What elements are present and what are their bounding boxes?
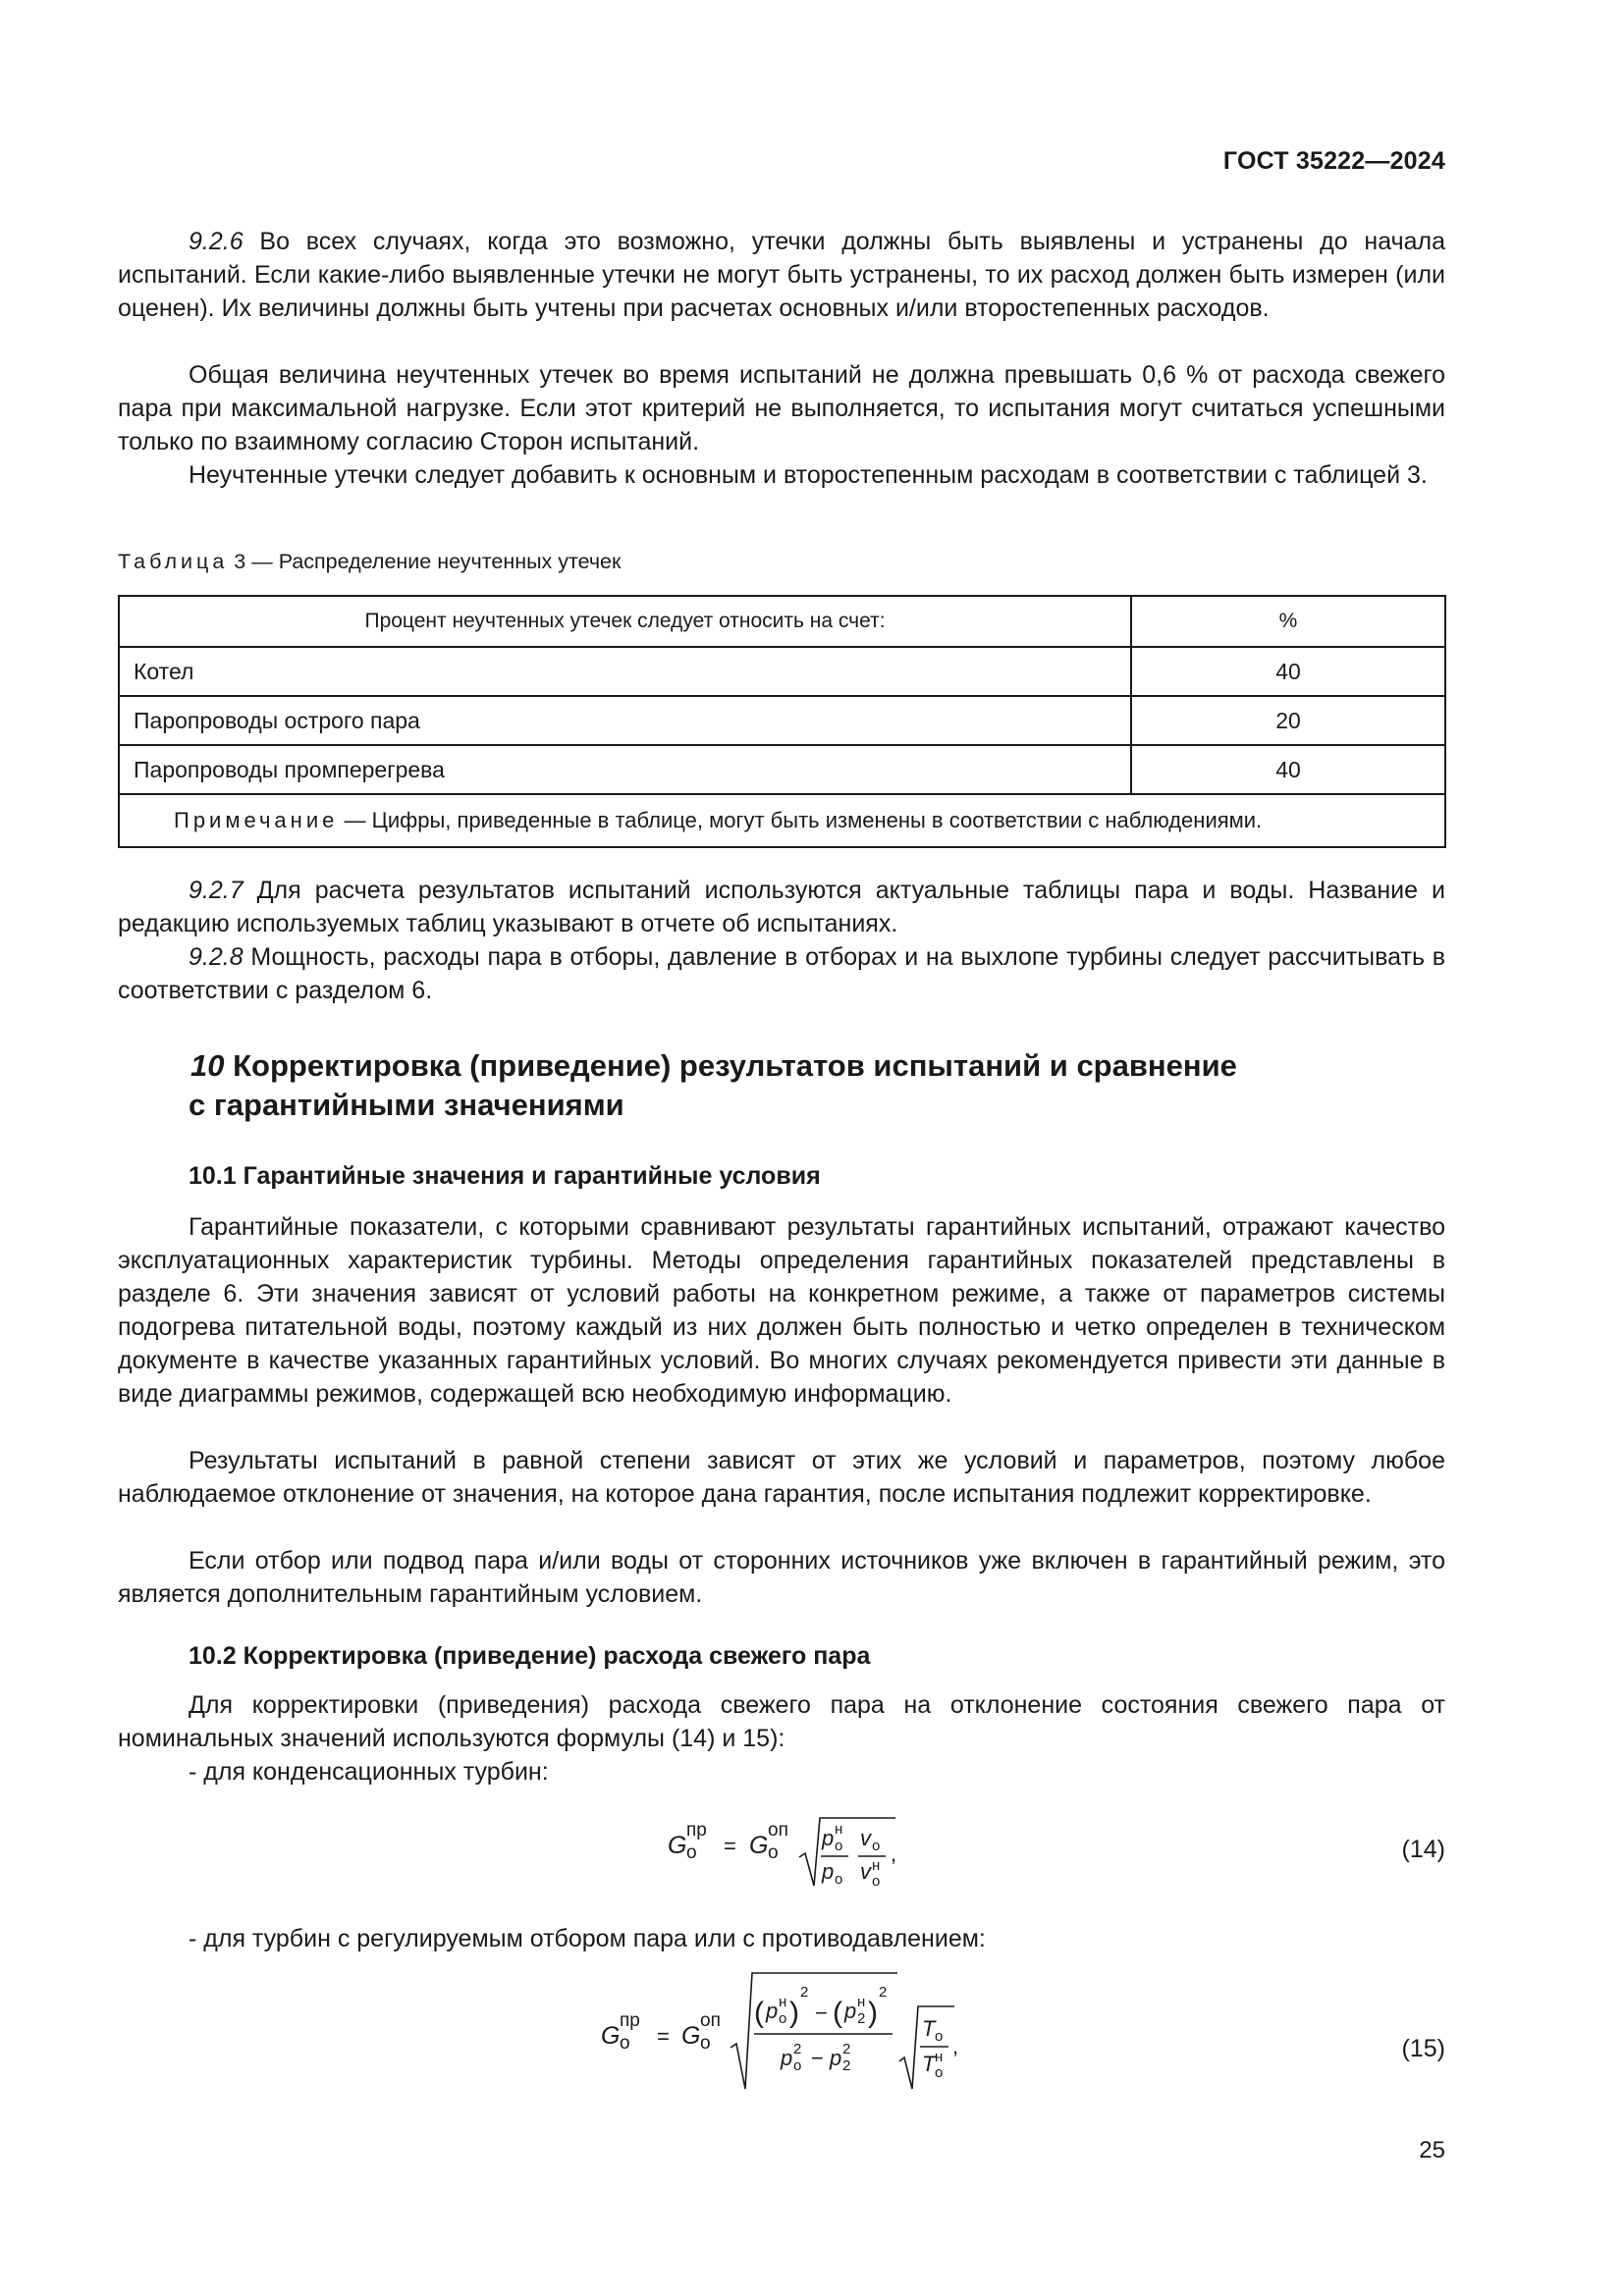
formula-14-number: (14) <box>1401 1836 1445 1863</box>
paragraph-text: Результаты испытаний в равной степени зависят от этих же условий и параметров, поэтому любое наблюдаемое отклонение от значения, на которое дана гарантия, после испытания подлежит корректировке. <box>118 1447 1445 1508</box>
clause-text: Для расчета результатов испытаний используются актуальные таблицы пара и воды. Название и редакцию используемых таблиц указывают в отчете об испытаниях. <box>118 877 1445 937</box>
f14-v-den-sup: н <box>872 1857 881 1874</box>
f15-sub-o-left: о <box>620 2033 630 2054</box>
header-cell-percent: % <box>1131 596 1445 647</box>
table-row <box>119 647 1445 696</box>
clause-number: 9.2.8 <box>189 943 244 971</box>
f15-p-a: p <box>766 1999 779 2023</box>
f15-t-num: T <box>922 2016 936 2041</box>
row-value: 40 <box>1131 745 1445 794</box>
f15-p-b: p <box>844 1999 857 2023</box>
paragraph-leak-total <box>118 358 1445 458</box>
f15-p-a-sup: н <box>779 1994 787 2010</box>
f15-equals: = <box>657 2024 670 2049</box>
f15-sq-2: 2 <box>879 1984 888 2001</box>
table-header-row <box>119 596 1445 647</box>
paragraph-text: Неучтенные утечки следует добавить к основным и второстепенным расходам в соответствии с таблицей 3. <box>189 461 1428 489</box>
f14-p-den: p <box>822 1859 835 1884</box>
paragraph-text: Общая величина неучтенных утечек во время испытаний не должна превышать 0,6 % от расхода свежего пара при максимальной нагрузке. Если этот критерий не выполняется, то испытания могут считаться успешными только по взаимному согласию Сторон испытаний. <box>118 361 1445 455</box>
formula-15-number: (15) <box>1401 2035 1445 2062</box>
f15-lparen-2: ( <box>833 1997 842 2029</box>
table-row <box>119 696 1445 745</box>
f15-p-a-sub: о <box>779 2010 787 2027</box>
paragraph-text: Гарантийные показатели, с которыми сравнивают результаты гарантийных испытаний, отражают качество эксплуатационных характеристик турбины. Методы определения гарантийных показателей представлены в разделе 6. Эти значения зависят от условий работы на конкретном режиме, а также от параметров системы подогрева питательной воды, поэтому каждый из них должен быть полностью и четко определен в техническом документе в качестве указанных гарантийных условий. Во многих случаях рекомендуется привести эти данные в виде диаграммы режимов, содержащей всю необходимую информацию. <box>118 1213 1445 1408</box>
f15-sub-o-right: о <box>700 2033 711 2054</box>
f15-minus-2: − <box>811 2046 824 2070</box>
f14-sup-pr: пр <box>686 1820 707 1841</box>
f14-p-den-sub: о <box>835 1871 843 1888</box>
paragraph-10-2-1 <box>118 1688 1445 1755</box>
f15-rparen-2: ) <box>868 1997 878 2029</box>
paragraph-9-2-6 <box>118 225 1445 325</box>
caption-title: 3 — Распределение неучтенных утечек <box>228 550 622 573</box>
page-number: 25 <box>1419 2137 1445 2163</box>
paragraph-leak-add <box>118 458 1445 492</box>
f15-sqrt-sign-1 <box>731 1973 897 2089</box>
leaks-table <box>118 595 1446 848</box>
table-row <box>119 745 1445 794</box>
table-note-row <box>119 794 1445 847</box>
f14-p-num-sub: о <box>835 1838 843 1854</box>
section-title-line1: Корректировка (приведение) результатов испытаний и сравнение <box>224 1048 1237 1083</box>
f14-sub-o-right: о <box>768 1842 779 1863</box>
row-label: Паропроводы острого пара <box>119 696 1131 745</box>
clause-number: 9.2.6 <box>189 228 244 255</box>
f15-g-right: G <box>681 2022 701 2050</box>
list-item-extraction <box>118 1922 1445 1955</box>
note-word: Примечание <box>174 808 339 832</box>
clause-number: 9.2.7 <box>189 877 244 904</box>
header-cell-account: Процент неучтенных утечек следует относить на счет: <box>119 596 1131 647</box>
f14-p-num: p <box>822 1826 835 1850</box>
f14-v-den-sub: о <box>872 1873 881 1890</box>
formula-15 <box>589 1963 982 2096</box>
list-item-text: - для конденсационных турбин: <box>189 1758 549 1786</box>
f14-g-left: G <box>668 1832 687 1859</box>
paragraph-9-2-7 <box>118 874 1445 940</box>
subsection-10-2-heading: 10.2 Корректировка (приведение) расхода свежего пара <box>189 1642 871 1670</box>
f14-sup-op: оп <box>768 1820 788 1841</box>
paragraph-10-1-1 <box>118 1210 1445 1411</box>
f14-v-num-sub: о <box>872 1838 881 1854</box>
paragraph-text: Для корректировки (приведения) расхода свежего пара на отклонение состояния свежего пара от номинальных значений используются формулы (14) и 15): <box>118 1691 1445 1752</box>
formula-14 <box>648 1794 923 1893</box>
paragraph-text: Если отбор или подвод пара и/или воды от сторонних источников уже включен в гарантийный режим, это является дополнительным гарантийным условием. <box>118 1547 1445 1608</box>
row-value: 20 <box>1131 696 1445 745</box>
table-caption <box>118 550 621 574</box>
f14-sub-o-left: о <box>686 1842 697 1863</box>
caption-word: Таблица <box>118 550 229 573</box>
f14-p-num-sup: н <box>835 1821 843 1838</box>
f15-sq-1: 2 <box>800 1984 809 2001</box>
f14-sqrt-sign <box>799 1818 895 1886</box>
row-label: Паропроводы промперегрева <box>119 745 1131 794</box>
section-10-heading <box>190 1046 1369 1125</box>
f15-p-d-sub: 2 <box>842 2057 851 2074</box>
paragraph-9-2-8 <box>118 940 1445 1007</box>
f15-p-b-sup: н <box>857 1994 866 2010</box>
note-text: — Цифры, приведенные в таблице, могут быть изменены в соответствии с наблюдениями. <box>338 808 1263 832</box>
clause-text: Во всех случаях, когда это возможно, утечки должны быть выявлены и устранены до начала испытаний. Если какие-либо выявленные утечки не могут быть устранены, то их расход должен быть измерен (или оценен). Их величины должны быть учтены при расчетах основных и/или второстепенных расходов. <box>118 228 1445 322</box>
f14-v-den: v <box>860 1859 871 1884</box>
list-item-text: - для турбин с регулируемым отбором пара или с противодавлением: <box>189 1925 986 1952</box>
f14-v-num: v <box>860 1826 871 1850</box>
f15-p-d: p <box>830 2046 842 2070</box>
paragraph-10-1-3 <box>118 1544 1445 1611</box>
f15-minus-1: − <box>815 2001 828 2025</box>
f15-t-den-sub: о <box>935 2064 944 2081</box>
f15-sup-op: оп <box>700 2010 721 2031</box>
row-value: 40 <box>1131 647 1445 696</box>
document-header: ГОСТ 35222—2024 <box>1222 147 1445 175</box>
table-note <box>119 794 1445 847</box>
f15-g-left: G <box>601 2022 621 2050</box>
f15-rparen-1: ) <box>789 1997 799 2029</box>
f15-t-num-sub: о <box>935 2028 944 2045</box>
f15-p-d-sup: 2 <box>842 2041 851 2057</box>
f15-p-c: p <box>781 2046 793 2070</box>
section-number: 10 <box>190 1048 225 1083</box>
f15-comma: , <box>952 2034 959 2058</box>
f14-g-right: G <box>749 1832 769 1859</box>
f14-equals: = <box>724 1834 736 1858</box>
list-item-condensing <box>118 1755 1445 1789</box>
f15-p-b-sub: 2 <box>857 2010 866 2027</box>
f15-sup-pr: пр <box>620 2010 640 2031</box>
f14-comma: , <box>891 1842 897 1866</box>
section-title-line2: с гарантийными значениями <box>189 1088 624 1122</box>
f15-t-den: T <box>922 2052 936 2076</box>
f15-p-c-sub: о <box>793 2057 802 2074</box>
row-label: Котел <box>119 647 1131 696</box>
paragraph-10-1-2 <box>118 1444 1445 1511</box>
f15-t-den-sup: н <box>935 2049 944 2065</box>
clause-text: Мощность, расходы пара в отборы, давление в отборах и на выхлопе турбины следует рассчитывать в соответствии с разделом 6. <box>118 943 1445 1004</box>
f15-p-c-sup: 2 <box>793 2041 802 2057</box>
subsection-10-1-heading: 10.1 Гарантийные значения и гарантийные условия <box>189 1162 821 1190</box>
f15-lparen-1: ( <box>754 1997 764 2029</box>
